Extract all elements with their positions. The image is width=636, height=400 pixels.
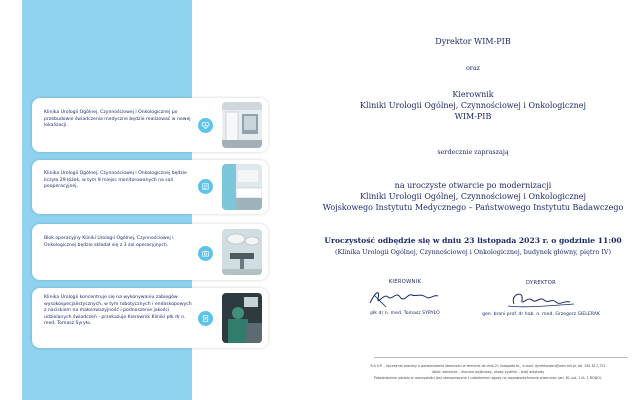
signature-head-title: KIEROWNIK: [388, 279, 422, 285]
rsvp-note: R.S.V.P. – Uprzejmie prosimy o potwierdzenie obecności w terminie do dnia 21 listopada br., e-mail: dyrektorwim@wim.mil.pl, tel. 261 817-721: [370, 364, 606, 368]
document-icon: [198, 311, 213, 326]
signature-director-mark: [452, 286, 630, 312]
director-line: Dyrektor WIM-PIB: [435, 37, 511, 46]
heart-monitor-icon: [198, 118, 213, 133]
signature-director: [452, 280, 630, 317]
info-card-2: [32, 160, 268, 214]
invitation: [310, 0, 636, 400]
surgeon-photo: [222, 293, 262, 343]
monitor-list-icon: [198, 179, 213, 194]
location-line: (Klinika Urologii Ogólnej, Czynnościowej i Onkologicznej, budynek główny, piętro IV): [335, 248, 611, 256]
dress-code-note: Ubiór: żołnierze – mundur wyjściowy, osoby cywilne – strój wizytowy: [431, 370, 545, 374]
info-card-1: [32, 98, 268, 152]
card-text: Klinika Urologii Ogólnej, Czynnościowej i Onkologicznej będzie liczyła 29 łóżek, w tym 9 miejsc monitorowanych na sali pooperacyjnej.: [44, 171, 187, 190]
signature-head: [350, 279, 460, 316]
info-card-3: [32, 224, 268, 280]
card-text: Klinika Urologii koncentruje się na wykonywaniu zabiegów wysokospecjalistycznych, w tym robotycznych i endoskopowych z naciskiem na małoinwazyjność i podnoszenie jakości udzielanych świadczeń - przekazuje Kierownik Kliniki płk dr n. med. Tomasz Syryło.: [44, 295, 192, 327]
head-title-line: Kierownik: [452, 90, 494, 99]
institute-short-line: WIM-PIB: [454, 112, 492, 121]
signature-head-mark: [350, 285, 460, 311]
patient-room-photo: [222, 164, 262, 210]
card-text: Klinika Urologii Ogólnej, Czynnościowej i Onkologicznej po przebudowie świadczenia medyczne będzie realizować w nowej lokalizacji.: [44, 110, 191, 129]
signature-director-name: gen. broni prof. dr hab. n. med. Grzegorz GIELERAK: [482, 312, 600, 317]
signature-director-title: DYREKTOR: [525, 280, 556, 286]
card-text: Blok operacyjny Kliniki Urologii Ogólnej, Czynnościowej i Onkologicznej będzie składał się z 3 sal operacyjnych.: [44, 236, 174, 248]
operating-room-photo: [222, 229, 262, 275]
info-card-4: [32, 288, 268, 348]
event-line: na uroczyste otwarcie po modernizacji: [394, 181, 552, 190]
event-institute-line: Wojskowego Instytutu Medycznego – Państwowego Instytutu Badawczego: [322, 203, 624, 212]
clinic-name-line: Kliniki Urologii Ogólnej, Czynnościowej i Onkologicznej: [360, 101, 586, 110]
conjunction-line: oraz: [465, 64, 481, 72]
event-clinic-line: Kliniki Urologii Ogólnej, Czynnościowej i Onkologicznej: [360, 192, 586, 201]
camera-icon: [198, 246, 213, 261]
date-line: Uroczystość odbędzie się w dniu 23 listopada 2023 r. o godzinie 11:00: [324, 236, 622, 245]
invite-line: serdecznie zapraszają: [437, 148, 509, 156]
footer-divider: [374, 357, 628, 358]
signature-head-name: płk dr n. med. Tomasz SYRYŁO: [370, 311, 440, 316]
consent-note: Potwierdzenie udziału w uroczystości jest równoznaczne z udzieleniem zgody na rozpowszechnianie wizerunku (art. 81 ust. 1 lit. 1 RODO).: [373, 376, 603, 380]
hospital-room-photo: [222, 102, 262, 148]
